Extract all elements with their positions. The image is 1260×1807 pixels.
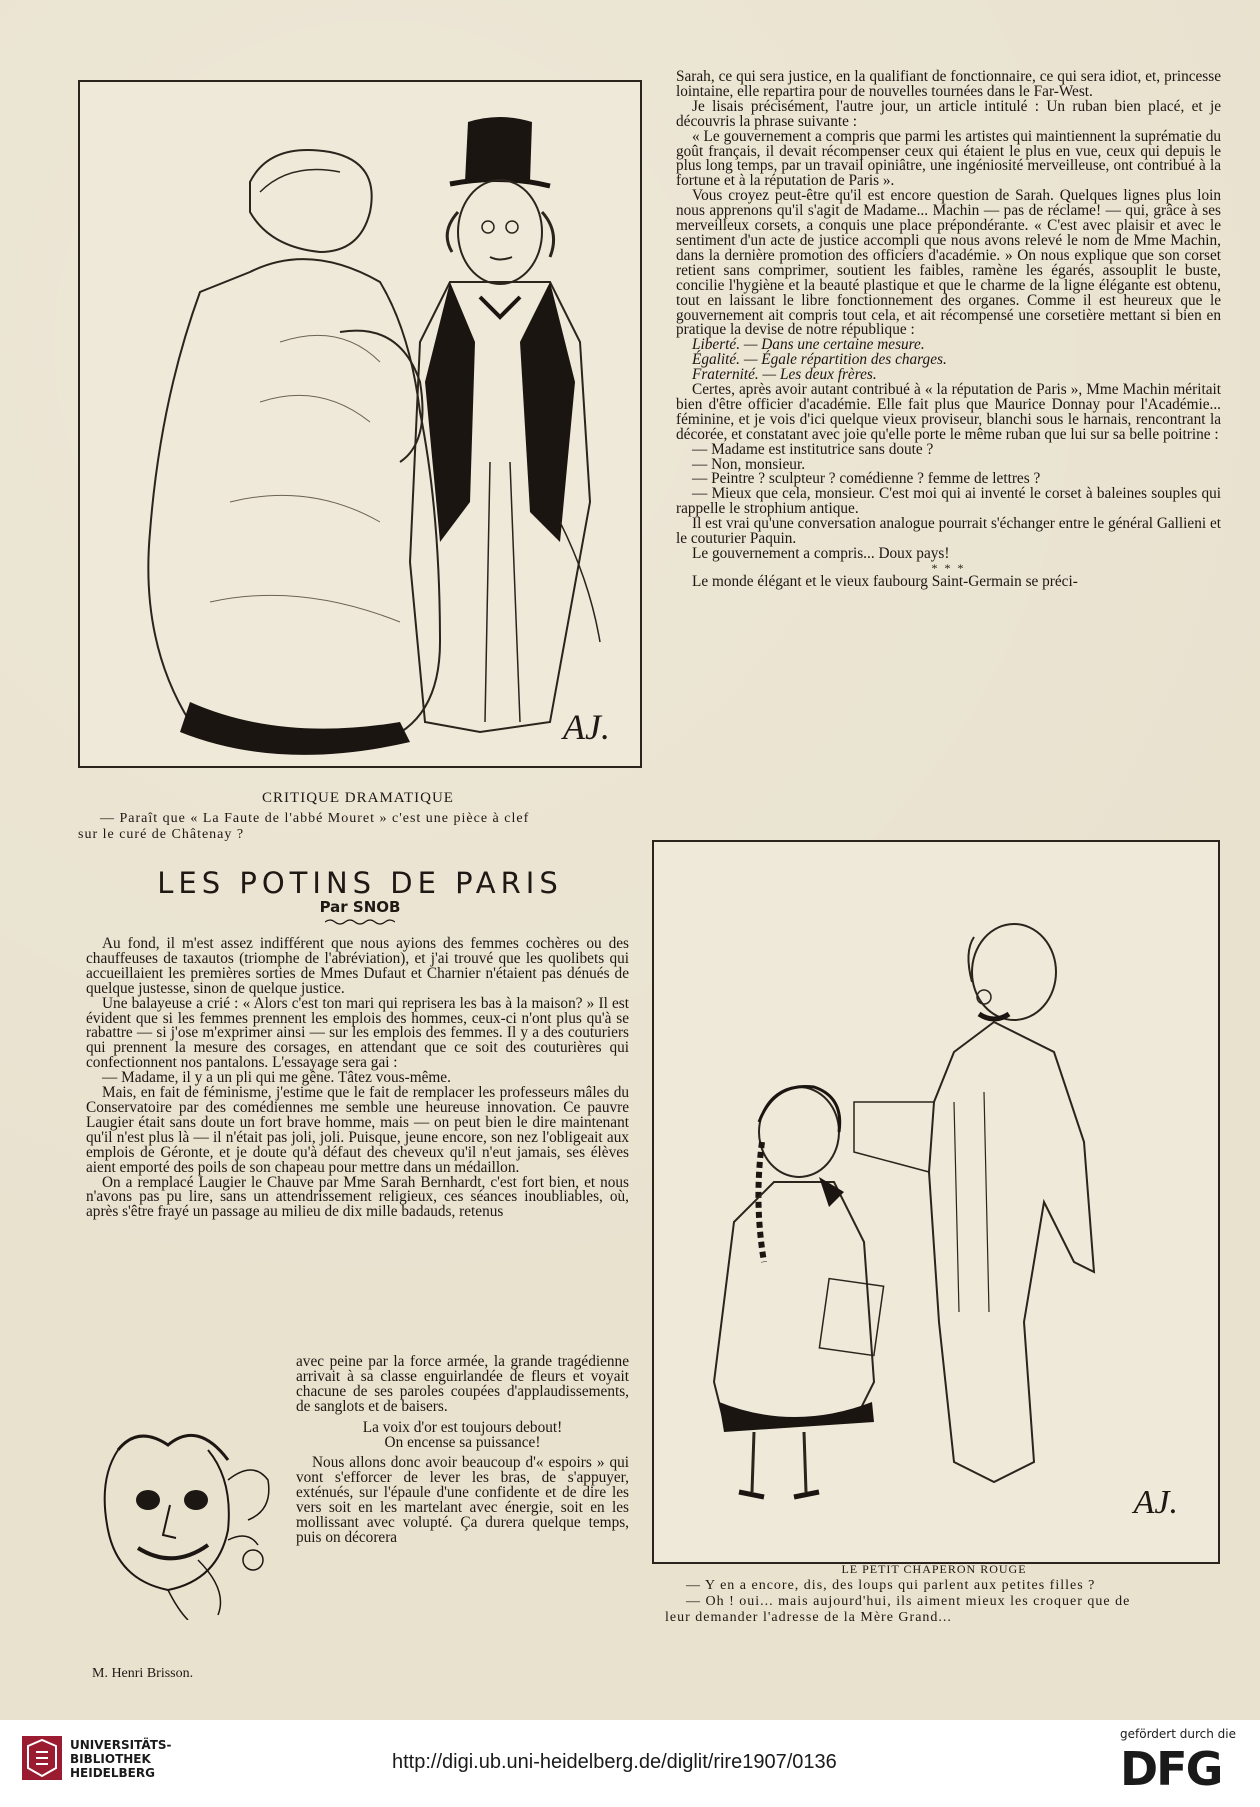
uni-line2: BIBLIOTHEK: [70, 1752, 151, 1766]
dialogue-line: — Madame est institutrice sans doute ?: [692, 440, 934, 458]
cartoon-drawing-couple: [80, 82, 640, 766]
paragraph: Mais, en fait de féminisme, j'estime que le fait de remplacer les professeurs mâles du Conservatoire par des comédiennes me semble une heureuse innovation. Ce pauvre Laugier était sans doute un fort brave homme, mais — on peut bien le dire maintenant qu'il n'est plus là — il n'était pas joli, joli. Puisque, jeune encore, son nez l'obligeait aux emplois de Géronte, et je doute qu'à défaut des cheveux qu'il n'eut jamais, ses élèves aient emporté des poils de son chapeau pour mettre dans un médaillon.: [86, 1084, 629, 1176]
dialogue-line: — Non, monsieur.: [692, 455, 806, 473]
title-ornament: [325, 918, 395, 926]
university-name: [70, 1738, 172, 1780]
permalink-url[interactable]: http://digi.ub.uni-heidelberg.de/diglit/rire1907/0136: [392, 1751, 837, 1773]
paragraph: Il est vrai qu'une conversation analogue pourrait s'échanger entre le général Gallieni et le couturier Paquin.: [676, 515, 1221, 548]
article-left-column-narrow: [296, 1355, 629, 1546]
sponsor-label: gefördert durch die: [1120, 1727, 1236, 1741]
cartoon1-caption-line1: — Paraît que « La Faute de l'abbé Mouret » c'est une pièce à clef: [100, 811, 530, 826]
uni-line3: HEIDELBERG: [70, 1766, 155, 1780]
uni-line1: UNIVERSITÄTS-: [70, 1738, 172, 1752]
article-byline: Par SNOB: [319, 898, 401, 916]
dfg-logo: DFG: [1120, 1742, 1222, 1796]
paragraph: — Madame, il y a un pli qui me gêne. Tâtez vous-même.: [102, 1069, 451, 1087]
article-right-column: [676, 70, 1221, 590]
section-separator: * * *: [931, 560, 966, 575]
paragraph: avec peine par la force armée, la grande tragédienne arrivait à sa classe enguirlandée de fleurs et voyait chacune de ses paroles coupées d'applaudissements, de sanglots et de baisers.: [296, 1353, 629, 1415]
paragraph: Certes, après avoir autant contribué à « la réputation de Paris », Mme Machin méritait bien d'être officier d'académie. Elle fait plus que Maurice Donnay pour l'Académie... féminine, et je vois d'ici quelque vieux proviseur, blanchi sous le harnais, rencontrant la décorée, et constatant avec joie qu'elle porte le même ruban que lui sur sa belle poitrine :: [676, 381, 1221, 443]
devise-line: Égalité. — Égale répartition des charges.: [692, 351, 947, 369]
cartoon2-signature: AJ.: [1133, 1484, 1178, 1521]
cartoon1-title: CRITIQUE DRAMATIQUE: [262, 790, 454, 806]
paragraph: Vous croyez peut-être qu'il est encore question de Sarah. Quelques lignes plus loin nous apprenons qu'il s'agit de Madame... Machin — pas de réclame! — qui, grâce à ses merveilleux corsets, a conquis une place prépondérante. « C'est avec plaisir et avec le sentiment d'un acte de justice accompli que nous avons relevé le nom de Mme Machin, dans la dernière promotion des officiers d'académie. » On nous explique que son corset retient sans comprimer, soutient les faibles, ramène les égarés, assouplit le buste, concilie l'hygiène et la beauté plastique et que le charme de la ligne élégante est obtenu, tout en laissant le libre fonctionnement des organes. Comme il est heureux que le gouvernement ait compris tout cela, et ait récompensé une corsetière mettant si bien en pratique la devise de notre république :: [676, 187, 1221, 339]
paragraph: Le monde élégant et le vieux faubourg Saint-Germain se préci-: [692, 572, 1078, 590]
portrait-henri-brisson: [78, 1420, 278, 1620]
cartoon1-caption-line2: sur le curé de Châtenay ?: [78, 827, 245, 842]
cartoon2-title: LE PETIT CHAPERON ROUGE: [841, 1562, 1027, 1576]
verse-line: La voix d'or est toujours debout!: [362, 1418, 563, 1436]
cartoon2-caption-line2: — Oh ! oui... mais aujourd'hui, ils aiment mieux les croquer que de: [686, 1594, 1131, 1609]
paragraph: Je lisais précisément, l'autre jour, un article intitulé : Un ruban bien placé, et je découvris la phrase suivante :: [676, 97, 1221, 130]
paragraph: Au fond, il m'est assez indifférent que nous ayions des femmes cochères ou des chauffeuses de taxautos (triomphe de l'abréviation), et j'ai trouvé que les quolibets qui accueillaient les premières sorties de Mmes Dufaut et Charnier n'étaient pas dénués de quelque justesse, sinon de quelque justice.: [86, 935, 629, 997]
article-left-column: [86, 937, 629, 1220]
cartoon-drawing-girl-and-man: [654, 842, 1218, 1562]
cartoon-critique-dramatique: [78, 80, 642, 768]
cartoon-petit-chaperon-rouge: [652, 840, 1220, 1564]
paragraph: Nous allons donc avoir beaucoup d'« espoirs » qui vont s'efforcer de lever les bras, de s'appuyer, exténués, sur l'épaule d'une confidente et de dire les vers soit en les martelant avec énergie, soit en les mollissant avec volupté. Ça durera quelque temps, puis on décorera: [296, 1454, 629, 1546]
paragraph: « Le gouvernement a compris que parmi les artistes qui maintiennent la suprématie du goût français, il devait récompenser ceux qui étaient le plus en vue, ceux qui depuis le plus long temps, par un travail opiniâtre, une ingéniosité merveilleuse, ont contribué à la fortune et à la réputation de Paris ».: [676, 127, 1221, 190]
dialogue-line: — Peintre ? sculpteur ? comédienne ? femme de lettres ?: [692, 470, 1041, 488]
cartoon2-caption-line1: — Y en a encore, dis, des loups qui parlent aux petites filles ?: [686, 1578, 1096, 1593]
devise-line: Fraternité. — Les deux frères.: [692, 366, 877, 384]
digitization-footer: [0, 1720, 1260, 1807]
dialogue-line: — Mieux que cela, monsieur. C'est moi qui ai inventé le corset à baleines souples qui rappelle le strophium antique.: [676, 485, 1221, 518]
verse-line: On encense sa puissance!: [384, 1433, 541, 1451]
devise-line: Liberté. — Dans une certaine mesure.: [692, 336, 925, 354]
article-title: LES POTINS DE PARIS: [157, 866, 563, 900]
cartoon1-signature: AJ.: [563, 707, 610, 747]
cartoon2-caption-line3: leur demander l'adresse de la Mère Grand...: [665, 1610, 952, 1625]
paragraph: Sarah, ce qui sera justice, en la qualifiant de fonctionnaire, ce qui sera idiot, et, princesse lointaine, elle repartira pour de nouvelles tournées dans le Far-West.: [676, 68, 1221, 100]
paragraph: Le gouvernement a compris... Doux pays!: [692, 545, 950, 562]
paragraph: Une balayeuse a crié : « Alors c'est ton mari qui reprisera les bas à la maison? » Il est évident que si les femmes prennent les emplois des hommes, ceux-ci n'ont plus qu'à se rabattre — si j'ose m'exprimer ainsi — sur les emplois des femmes. Il y a des couturiers qui prennent la mesure des corsages, en attendant que ce soit des couturières qui confectionnent nos pantalons. L'essayage sera gai :: [86, 994, 629, 1072]
university-logo-icon: [22, 1736, 62, 1780]
portrait-caption: M. Henri Brisson.: [92, 1666, 194, 1681]
paragraph: On a remplacé Laugier le Chauve par Mme Sarah Bernhardt, c'est fort bien, et nous n'avons pas pu lire, sans un attendrissement religieux, ces séances inoubliables, où, après s'être frayé un passage au milieu de dix mille badauds, retenus: [86, 1173, 629, 1221]
